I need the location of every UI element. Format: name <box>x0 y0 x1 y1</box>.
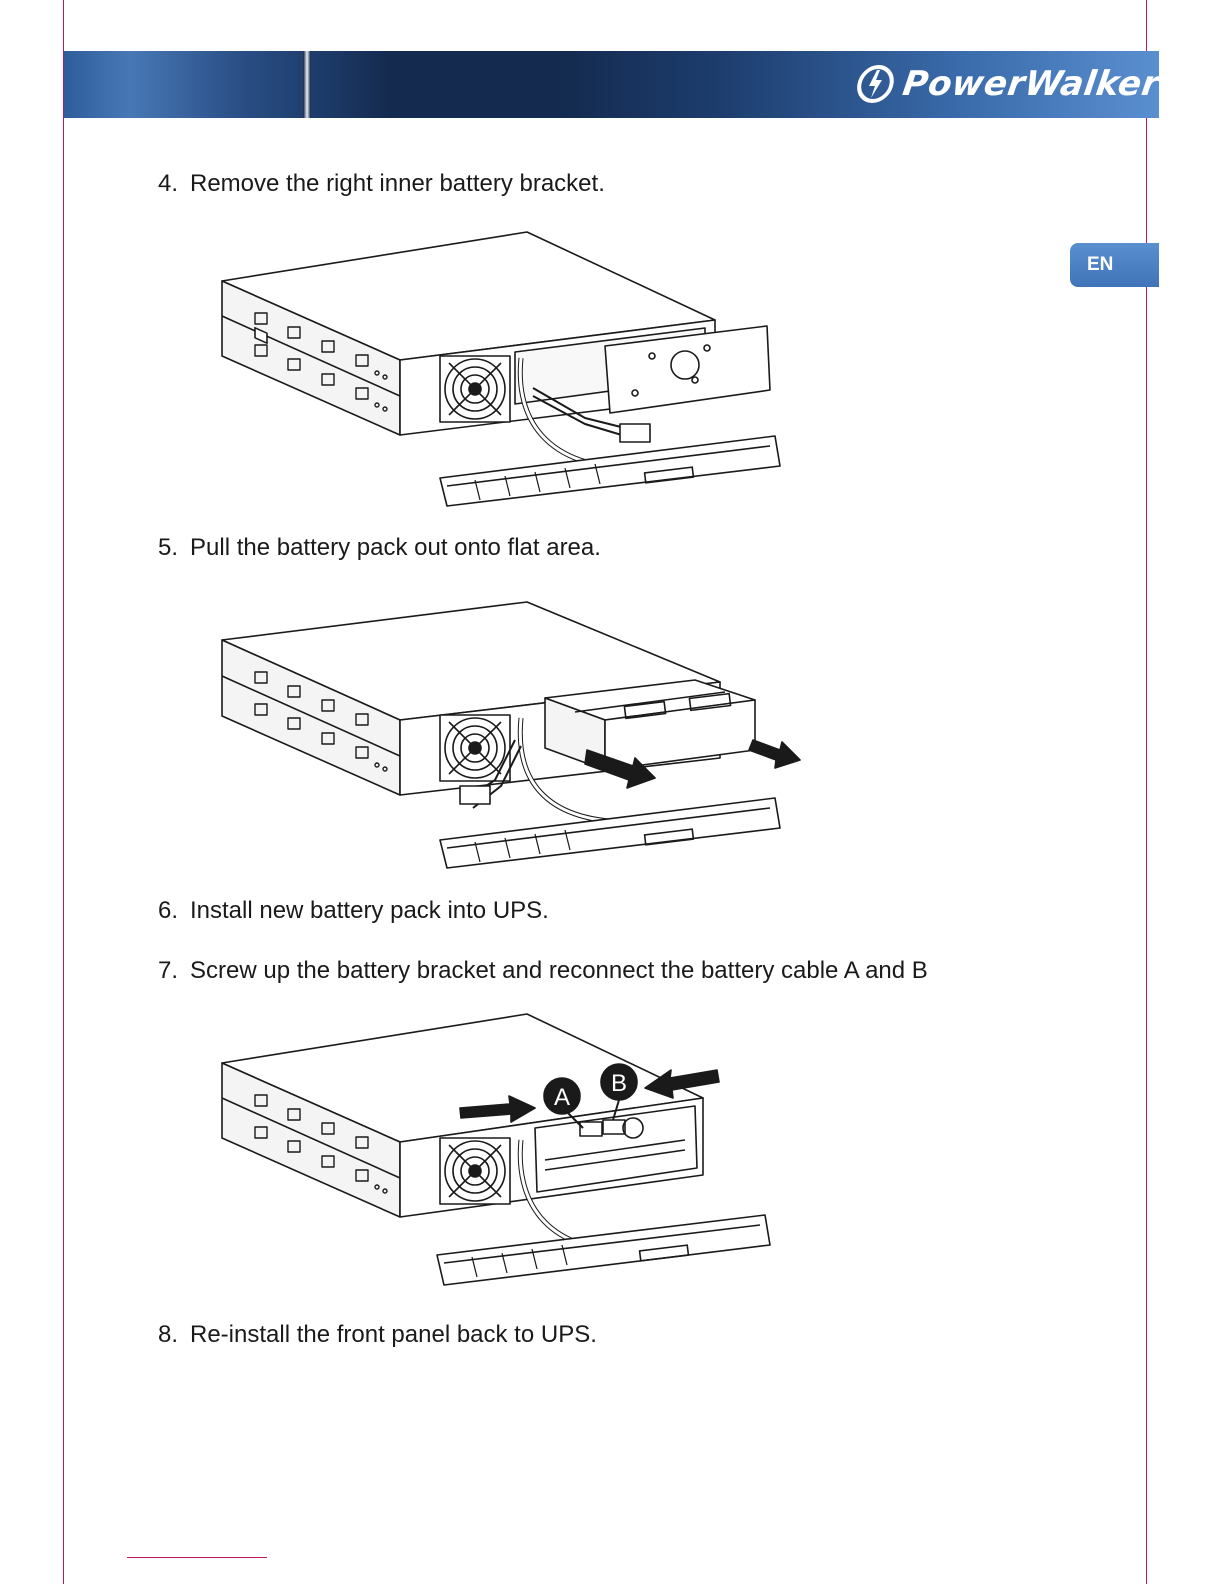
footer-rule <box>127 1557 267 1558</box>
power-bolt-icon <box>855 64 895 104</box>
step-7 <box>158 957 928 985</box>
step-text: Pull the battery pack out onto flat area. <box>190 534 601 561</box>
right-margin-line <box>1146 0 1147 1584</box>
step-number: 8. <box>158 1321 179 1348</box>
callout-b: B <box>610 1070 628 1097</box>
brand-name: PowerWalker <box>900 64 1162 104</box>
ups-diagram-2 <box>215 600 815 875</box>
language-tab-en[interactable] <box>1070 243 1159 287</box>
figure-pull-battery <box>215 600 815 875</box>
figure-reconnect-cables <box>215 1010 775 1295</box>
left-margin-line <box>63 0 64 1584</box>
ups-diagram-1 <box>215 228 785 513</box>
step-number: 6. <box>158 897 179 924</box>
step-text: Remove the right inner battery bracket. <box>190 170 605 197</box>
header-divider <box>303 51 311 118</box>
step-text: Install new battery pack into UPS. <box>190 897 549 924</box>
step-text: Re-install the front panel back to UPS. <box>190 1321 597 1348</box>
step-5 <box>158 534 601 562</box>
step-8 <box>158 1321 597 1349</box>
step-4 <box>158 170 605 198</box>
brand-logo <box>855 64 1162 104</box>
step-text: Screw up the battery bracket and reconnect the battery cable A and B <box>190 957 928 984</box>
ups-diagram-3 <box>215 1010 775 1295</box>
step-6 <box>158 897 549 925</box>
callout-a: A <box>553 1084 571 1111</box>
step-number: 5. <box>158 534 179 561</box>
figure-remove-bracket <box>215 228 785 513</box>
step-number: 4. <box>158 170 179 197</box>
step-number: 7. <box>158 957 179 984</box>
language-tab-label: EN <box>1087 254 1114 275</box>
